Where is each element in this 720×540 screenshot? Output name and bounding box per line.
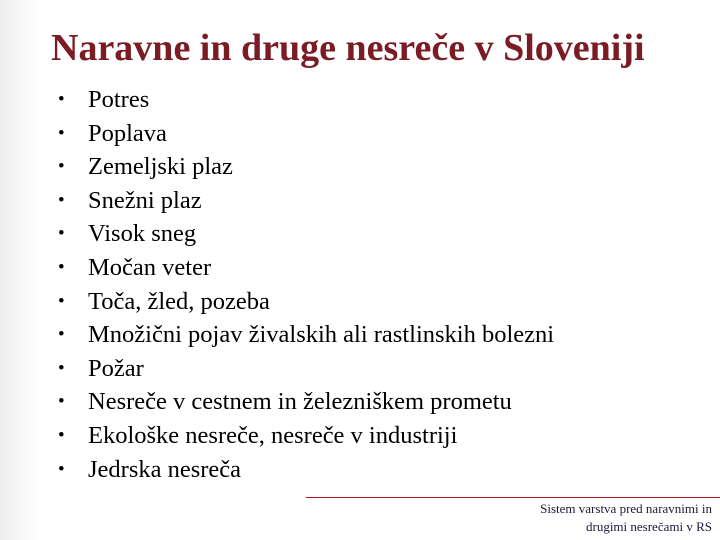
bullet-icon: • — [58, 424, 65, 446]
bullet-icon: • — [58, 290, 65, 312]
bullet-icon: • — [58, 256, 65, 278]
list-item-text: Množični pojav živalskih ali rastlinskih bolezni — [88, 321, 555, 349]
footer-caption — [540, 500, 712, 536]
bullet-icon: • — [58, 458, 65, 480]
list-item-text: Požar — [88, 354, 144, 382]
bullet-icon: • — [58, 324, 65, 346]
list-item-text: Močan veter — [88, 253, 212, 281]
bullet-icon: • — [58, 223, 65, 245]
slide-left-shade — [0, 0, 40, 540]
list-item-text: Snežni plaz — [88, 186, 202, 214]
list-item-text: Nesreče v cestnem in železniškem prometu — [88, 388, 512, 416]
bullet-icon: • — [58, 391, 65, 413]
bullet-icon: • — [58, 122, 65, 144]
footer-line-2: drugimi nesrečami v RS — [585, 519, 712, 534]
bullet-icon: • — [58, 89, 65, 110]
list-item-text: Ekološke nesreče, nesreče v industriji — [88, 421, 458, 449]
list-item-text: Potres — [88, 86, 150, 113]
list-item-text: Jedrska nesreča — [88, 455, 242, 483]
bullet-icon: • — [58, 189, 65, 211]
list-item-text: Poplava — [88, 119, 167, 147]
slide-title: Naravne in druge nesreče v Sloveniji — [51, 27, 645, 69]
list-item-text: Visok sneg — [88, 220, 197, 248]
list-item-text: Toča, žled, pozeba — [88, 287, 270, 315]
list-item-text: Zemeljski plaz — [88, 153, 233, 181]
bullet-icon: • — [58, 156, 65, 178]
footer-divider — [306, 497, 720, 498]
footer-line-1: Sistem varstva pred naravnimi in — [540, 501, 712, 516]
bullet-icon: • — [58, 357, 65, 379]
